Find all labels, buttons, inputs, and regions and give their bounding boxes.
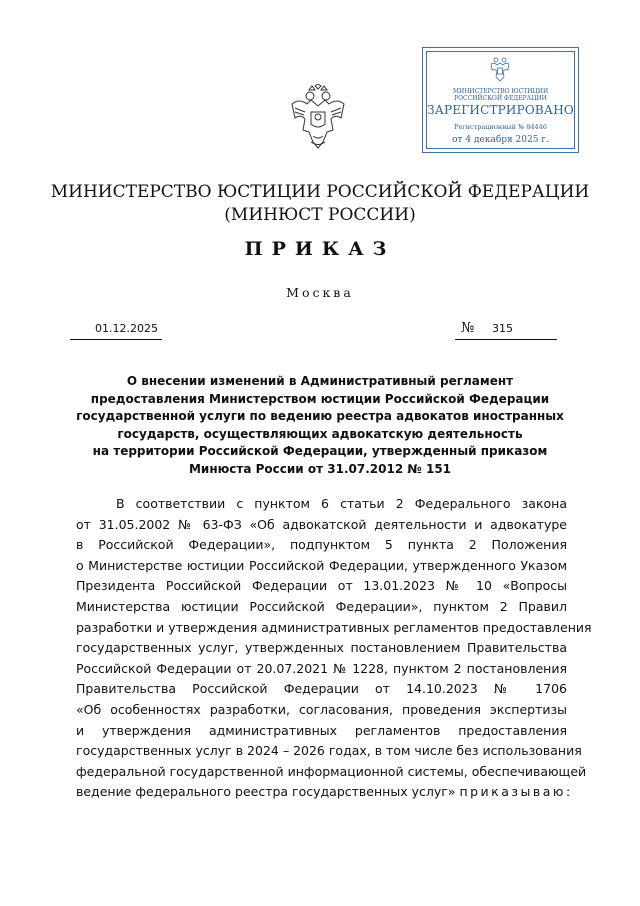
date-underline: [70, 339, 162, 340]
ministry-short-name: (МИНЮСТ РОССИИ): [224, 205, 416, 225]
body-line-final: [76, 782, 573, 803]
ministry-name: МИНИСТЕРСТВО ЮСТИЦИИ РОССИЙСКОЙ ФЕДЕРАЦИИ: [50, 182, 590, 202]
title-line: О внесении изменений в Административный регламент: [126, 374, 514, 388]
number-underline: [455, 339, 557, 340]
body-line: в Российской Федерации», подпунктом 5 пункта 2 Положения: [76, 537, 567, 553]
body-line: государственных услуг, утвержденных постановлением Правительства: [76, 640, 567, 656]
document-type: ПРИКАЗ: [244, 238, 396, 260]
title-line: государств, осуществляющих адвокатскую деятельность: [117, 426, 523, 441]
stamp-status: ЗАРЕГИСТРИРОВАНО: [427, 103, 574, 117]
order-title: [60, 373, 580, 479]
body-line: государственных услуг в 2024 – 2026 годах, в том числе без использования: [76, 743, 582, 759]
number-sign: №: [461, 320, 475, 336]
order-date: 01.12.2025: [95, 322, 158, 335]
stamp-reg-date: от 4 декабря 2025 г.: [452, 135, 549, 145]
stamp-ministry: МИНИСТЕРСТВО ЮСТИЦИИ РОССИЙСКОЙ ФЕДЕРАЦИИ: [452, 88, 549, 102]
title-line: предоставления Министерством юстиции Российской Федерации: [90, 391, 550, 406]
stamp-emblem-icon: [489, 56, 511, 82]
order-body: [76, 494, 592, 803]
order-number: 315: [492, 322, 513, 335]
body-line: ведение федерального реестра государственных услуг»: [76, 784, 456, 800]
ministry-heading: [40, 181, 600, 227]
body-line: Президента Российской Федерации от 13.01.2023 № 10 «Вопросы: [76, 578, 567, 594]
registration-stamp: [422, 47, 579, 153]
closing-word: приказываю:: [459, 784, 573, 800]
city: Москва: [286, 285, 354, 300]
title-line: на территории Российской Федерации, утвержденный приказом: [92, 444, 548, 459]
title-line: государственной услуги по ведению реестра адвокатов иностранных: [76, 409, 564, 424]
coat-of-arms-icon: [289, 84, 347, 150]
body-line: Правительства Российской Федерации от 14.10.2023 № 1706: [76, 681, 567, 697]
stamp-reg-number: Регистрационный № 84446: [454, 123, 547, 131]
body-line: и утверждения административных регламентов предоставления: [76, 722, 567, 738]
body-line: «Об особенностях разработки, согласования, проведения экспертизы: [76, 701, 567, 717]
body-line: от 31.05.2002 № 63-ФЗ «Об адвокатской деятельности и адвокатуре: [76, 516, 567, 532]
body-line: о Министерстве юстиции Российской Федерации, утвержденного Указом: [76, 557, 567, 573]
body-line: разработки и утверждения административных регламентов предоставления: [76, 619, 592, 635]
body-line: Министерства юстиции Российской Федерации», пунктом 2 Правил: [76, 598, 567, 614]
body-line: федеральной государственной информационной системы, обеспечивающей: [76, 763, 587, 779]
title-line: Минюста России от 31.07.2012 № 151: [188, 461, 452, 476]
body-line: Российской Федерации от 20.07.2021 № 1228, пунктом 2 постановления: [76, 660, 567, 676]
body-line: В соответствии с пунктом 6 статьи 2 Федерального закона: [116, 496, 567, 511]
